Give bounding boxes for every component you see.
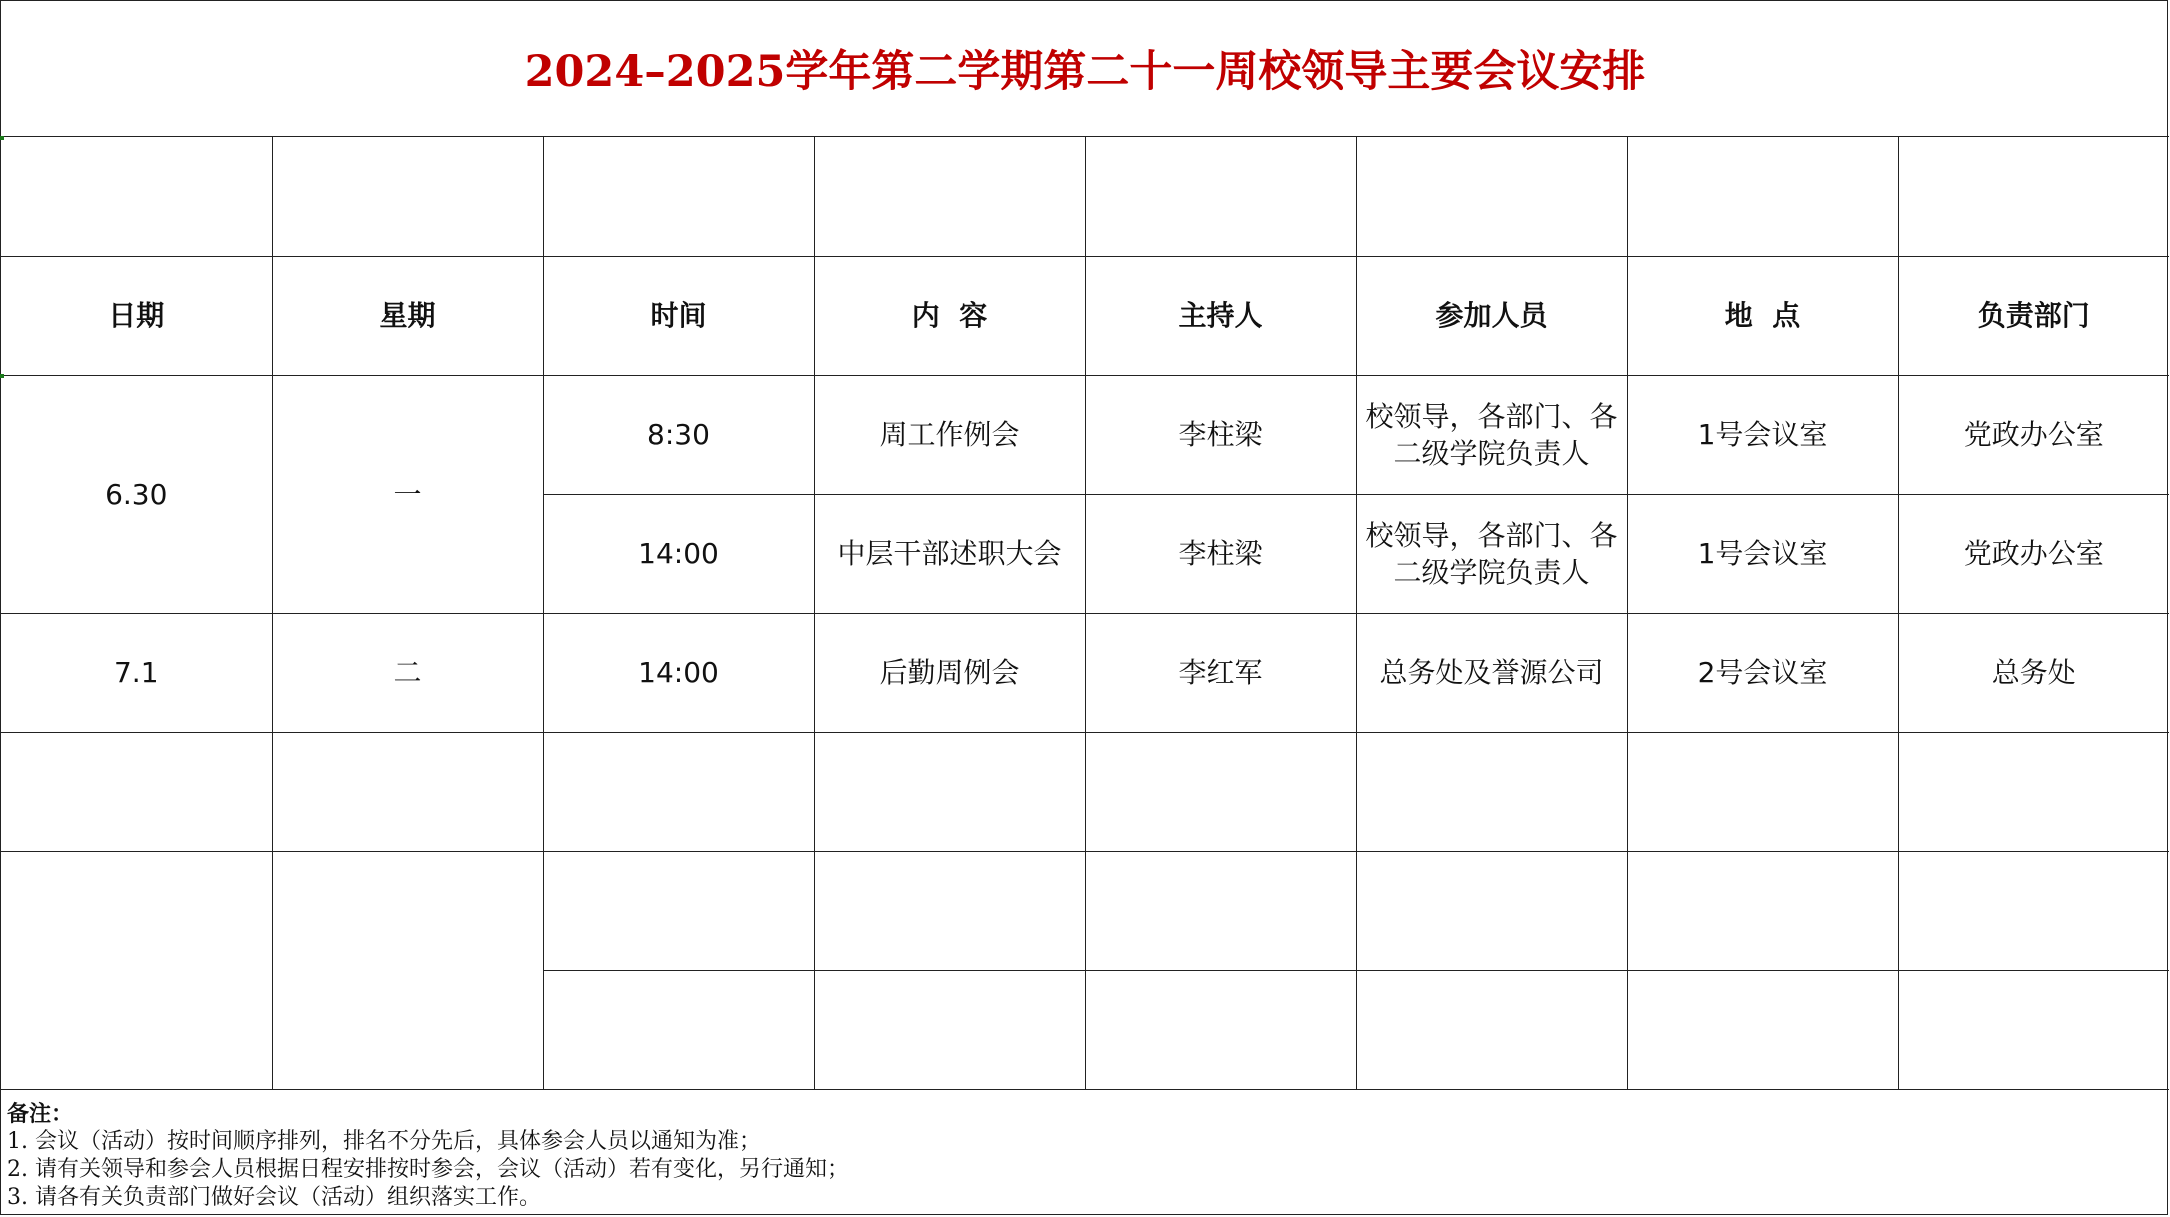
host-cell[interactable]: 李柱梁 bbox=[1085, 494, 1356, 613]
table-cell[interactable] bbox=[1898, 970, 2169, 1089]
note-item: 3. 请各有关负责部门做好会议（活动）组织落实工作。 bbox=[7, 1185, 541, 1210]
column-header-host[interactable]: 主持人 bbox=[1085, 256, 1356, 375]
table-cell[interactable] bbox=[814, 851, 1085, 970]
location-cell[interactable]: 1号会议室 bbox=[1627, 494, 1898, 613]
title-row bbox=[1, 1, 2169, 137]
table-cell[interactable] bbox=[1, 137, 272, 256]
date-cell[interactable]: 7.1 bbox=[1, 613, 272, 732]
department-cell[interactable]: 党政办公室 bbox=[1898, 375, 2169, 494]
column-header-attendees[interactable]: 参加人员 bbox=[1356, 256, 1627, 375]
attendees-cell[interactable]: 总务处及誉源公司 bbox=[1356, 613, 1627, 732]
table-cell[interactable] bbox=[272, 137, 543, 256]
table-cell[interactable] bbox=[1, 732, 272, 851]
column-header-content[interactable]: 内 容 bbox=[814, 256, 1085, 375]
table-cell[interactable] bbox=[543, 732, 814, 851]
table-cell[interactable] bbox=[272, 851, 543, 1089]
notes-title: 备注： bbox=[7, 1101, 74, 1127]
table-cell[interactable] bbox=[1627, 732, 1898, 851]
table-cell[interactable] bbox=[1356, 970, 1627, 1089]
weekday-cell[interactable]: 二 bbox=[272, 613, 543, 732]
header-row bbox=[1, 256, 2169, 375]
column-header-department[interactable]: 负责部门 bbox=[1898, 256, 2169, 375]
date-cell[interactable]: 6.30 bbox=[1, 375, 272, 613]
table-cell[interactable] bbox=[1085, 851, 1356, 970]
table-cell[interactable] bbox=[1627, 851, 1898, 970]
cell-marker bbox=[0, 136, 4, 140]
table-cell[interactable] bbox=[1356, 732, 1627, 851]
notes-section bbox=[7, 1100, 2157, 1212]
table-cell[interactable] bbox=[1627, 137, 1898, 256]
blank-row bbox=[1, 732, 2169, 851]
weekday-cell[interactable]: 一 bbox=[272, 375, 543, 613]
content-cell[interactable]: 周工作例会 bbox=[814, 375, 1085, 494]
location-cell[interactable]: 1号会议室 bbox=[1627, 375, 1898, 494]
note-item: 1. 会议（活动）按时间顺序排列，排名不分先后，具体参会人员以通知为准； bbox=[7, 1129, 761, 1154]
attendees-cell[interactable]: 校领导，各部门、各二级学院负责人 bbox=[1356, 375, 1627, 494]
department-cell[interactable]: 党政办公室 bbox=[1898, 494, 2169, 613]
blank-row bbox=[1, 137, 2169, 256]
location-cell[interactable]: 2号会议室 bbox=[1627, 613, 1898, 732]
host-cell[interactable]: 李柱梁 bbox=[1085, 375, 1356, 494]
table-cell[interactable] bbox=[1898, 851, 2169, 970]
table-cell[interactable] bbox=[1085, 970, 1356, 1089]
table-row bbox=[1, 375, 2169, 494]
table-cell[interactable] bbox=[1627, 970, 1898, 1089]
table-cell[interactable] bbox=[543, 137, 814, 256]
content-cell[interactable]: 中层干部述职大会 bbox=[814, 494, 1085, 613]
table-cell[interactable] bbox=[1085, 732, 1356, 851]
table-cell[interactable] bbox=[814, 137, 1085, 256]
time-cell[interactable]: 8:30 bbox=[543, 375, 814, 494]
table-cell[interactable] bbox=[272, 732, 543, 851]
column-header-location[interactable]: 地 点 bbox=[1627, 256, 1898, 375]
time-cell[interactable]: 14:00 bbox=[543, 494, 814, 613]
table-row bbox=[1, 613, 2169, 732]
column-header-time[interactable]: 时间 bbox=[543, 256, 814, 375]
column-header-date[interactable]: 日期 bbox=[1, 256, 272, 375]
table-cell[interactable] bbox=[543, 970, 814, 1089]
attendees-cell[interactable]: 校领导，各部门、各二级学院负责人 bbox=[1356, 494, 1627, 613]
host-cell[interactable]: 李红军 bbox=[1085, 613, 1356, 732]
page-title: 2024–2025学年第二学期第二十一周校领导主要会议安排 bbox=[524, 47, 1646, 97]
blank-row bbox=[1, 851, 2169, 970]
department-cell[interactable]: 总务处 bbox=[1898, 613, 2169, 732]
cell-marker bbox=[0, 374, 4, 378]
table-cell[interactable] bbox=[814, 970, 1085, 1089]
table-cell[interactable] bbox=[1898, 137, 2169, 256]
table-cell[interactable] bbox=[814, 732, 1085, 851]
note-item: 2. 请有关领导和参会人员根据日程安排按时参会，会议（活动）若有变化，另行通知； bbox=[7, 1157, 849, 1182]
table-cell[interactable] bbox=[1898, 732, 2169, 851]
time-cell[interactable]: 14:00 bbox=[543, 613, 814, 732]
column-header-weekday[interactable]: 星期 bbox=[272, 256, 543, 375]
schedule-table bbox=[1, 137, 2169, 1090]
table-cell[interactable] bbox=[1, 851, 272, 1089]
table-cell[interactable] bbox=[1085, 137, 1356, 256]
content-cell[interactable]: 后勤周例会 bbox=[814, 613, 1085, 732]
table-cell[interactable] bbox=[1356, 851, 1627, 970]
table-cell[interactable] bbox=[1356, 137, 1627, 256]
table-cell[interactable] bbox=[543, 851, 814, 970]
